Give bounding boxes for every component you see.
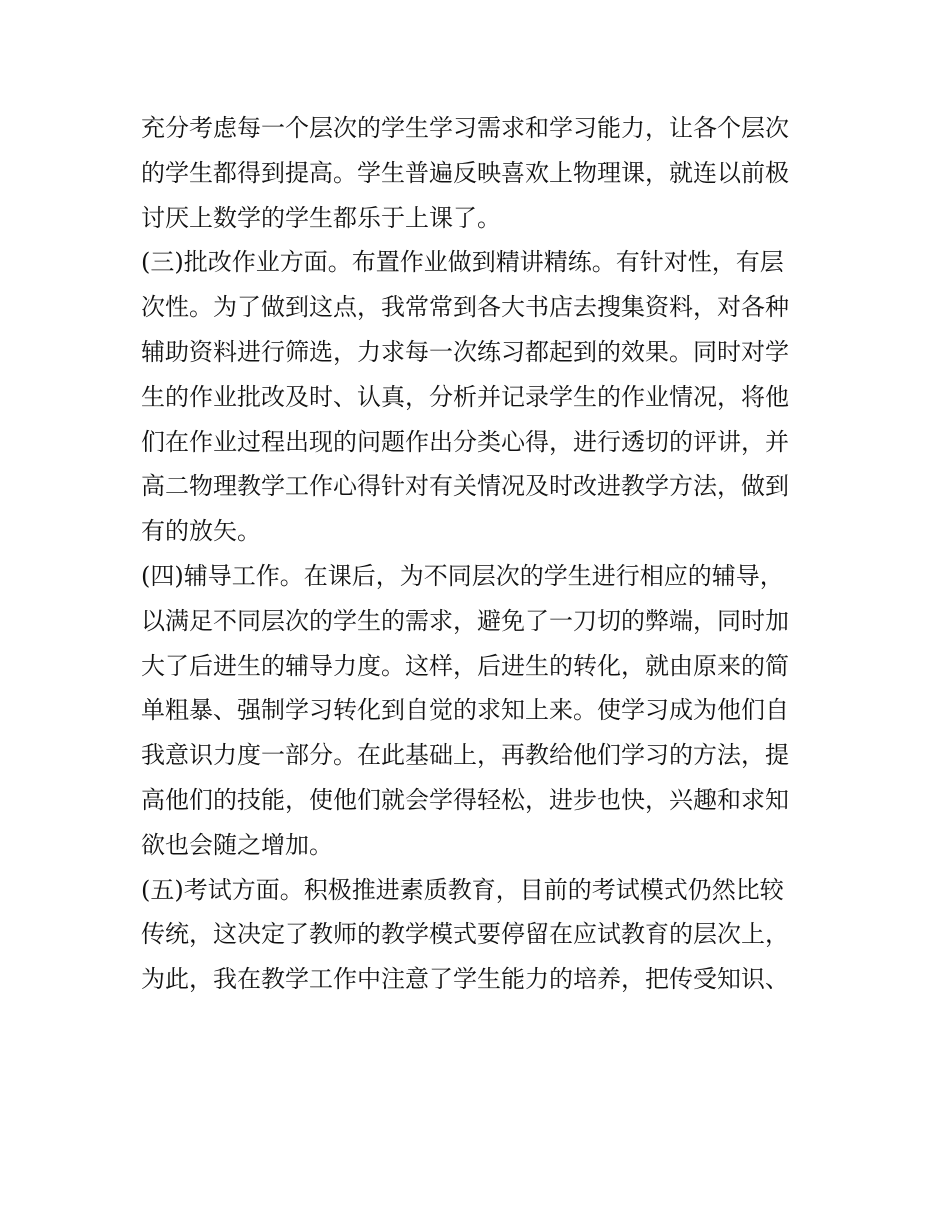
- text-line: 欲也会随之增加。: [141, 830, 333, 859]
- text-line: 们在作业过程出现的问题作出分类心得，进行透切的评讲，并: [141, 427, 789, 456]
- text-line: (四)辅导工作。在课后，为不同层次的学生进行相应的辅导，: [141, 561, 784, 590]
- text-line: 辅助资料进行筛选，力求每一次练习都起到的效果。同时对学: [141, 337, 789, 366]
- text-line: 生的作业批改及时、认真，分析并记录学生的作业情况，将他: [141, 382, 789, 411]
- text-line: 高二物理教学工作心得针对有关情况及时改进教学方法，做到: [141, 472, 789, 501]
- text-line: 为此，我在教学工作中注意了学生能力的培养，把传受知识、: [141, 965, 789, 994]
- body-text: [141, 106, 821, 1002]
- text-line: 大了后进生的辅导力度。这样，后进生的转化，就由原来的简: [141, 651, 789, 680]
- text-line: 的学生都得到提高。学生普遍反映喜欢上物理课，就连以前极: [141, 158, 789, 187]
- text-line: 充分考虑每一个层次的学生学习需求和学习能力，让各个层次: [141, 114, 789, 142]
- text-line: (三)批改作业方面。布置作业做到精讲精练。有针对性，有层: [141, 248, 784, 277]
- text-line: 讨厌上数学的学生都乐于上课了。: [141, 203, 501, 232]
- text-line: (五)考试方面。积极推进素质教育，目前的考试模式仍然比较: [141, 875, 784, 904]
- text-line: 次性。为了做到这点，我常常到各大书店去搜集资料，对各种: [141, 293, 789, 322]
- text-line: 传统，这决定了教师的教学模式要停留在应试教育的层次上，: [141, 920, 789, 949]
- text-line: 以满足不同层次的学生的需求，避免了一刀切的弊端，同时加: [141, 606, 789, 635]
- text-line: 有的放矢。: [141, 517, 261, 546]
- text-line: 我意识力度一部分。在此基础上，再教给他们学习的方法，提: [141, 741, 789, 770]
- text-line: 高他们的技能，使他们就会学得轻松，进步也快，兴趣和求知: [141, 785, 789, 814]
- text-line: 单粗暴、强制学习转化到自觉的求知上来。使学习成为他们自: [141, 696, 789, 725]
